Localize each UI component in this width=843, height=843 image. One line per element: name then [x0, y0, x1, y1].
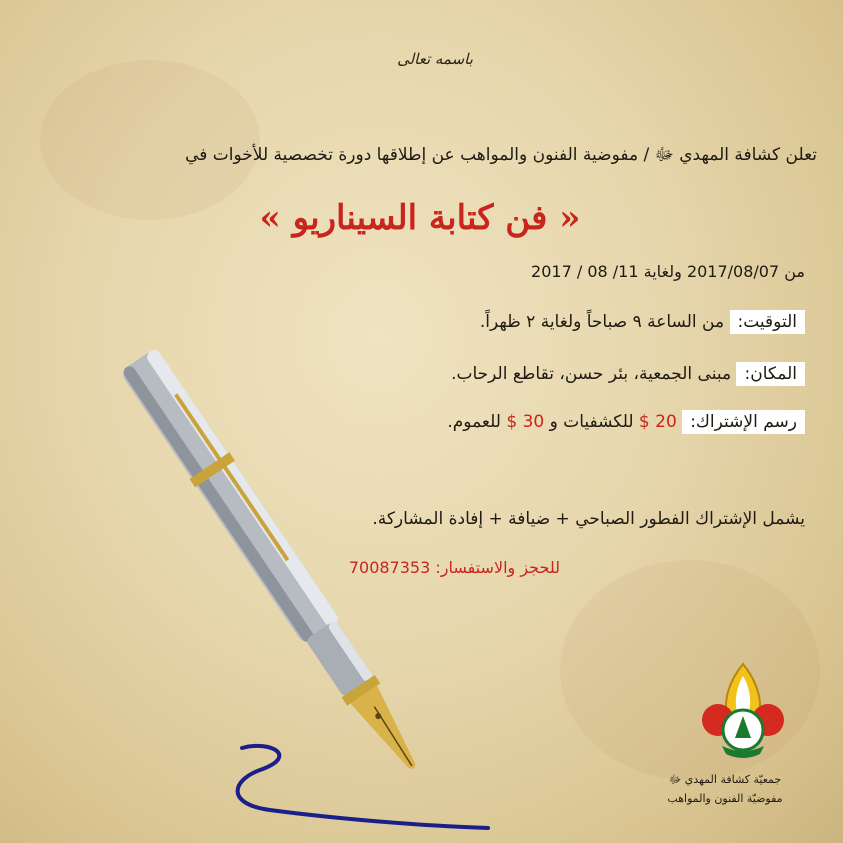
- organization-department: مفوضيّة الفنون والمواهب: [667, 792, 783, 805]
- timing-label: التوقيت:: [730, 310, 806, 334]
- fee-scouts-text: للكشفيات و: [549, 412, 634, 432]
- bismillah-heading: باسمه تعالى: [397, 50, 473, 68]
- fee-scouts-amount: 20 $: [638, 412, 677, 432]
- fee-line: [205, 412, 805, 432]
- contact-line: [320, 558, 560, 577]
- scout-emblem-logo: [698, 660, 788, 770]
- timing-line: [205, 312, 805, 332]
- place-label: المكان:: [736, 362, 805, 386]
- fee-public-text: للعموم.: [447, 412, 501, 432]
- intro-text: تعلن كشافة المهدي ﷻ / مفوضية الفنون والمواهب عن إطلاقها دورة تخصصية للأخوات في: [185, 145, 817, 165]
- organization-signature: [640, 770, 810, 808]
- timing-value: من الساعة ٩ صباحاً ولغاية ٢ ظهراً.: [479, 312, 725, 332]
- contact-phone[interactable]: 70087353: [348, 558, 431, 577]
- fee-public-amount: 30 $: [506, 412, 545, 432]
- paper-stain: [40, 60, 260, 220]
- contact-label: للحجز والاستفسار:: [435, 558, 560, 577]
- organization-name: جمعيّة كشافة المهدي ﷻ: [668, 773, 782, 786]
- fee-label: رسم الإشتراك:: [682, 410, 805, 434]
- includes-text: يشمل الإشتراك الفطور الصباحي + ضيافة + إفادة المشاركة.: [372, 509, 805, 529]
- place-value: مبنى الجمعية، بئر حسن، تقاطع الرحاب.: [451, 364, 732, 384]
- course-title: « فن كتابة السيناريو »: [259, 198, 581, 238]
- place-line: [205, 364, 805, 384]
- ink-line: [238, 746, 488, 828]
- course-dates: من 2017/08/07 ولغاية 11/ 08 / 2017: [531, 262, 805, 281]
